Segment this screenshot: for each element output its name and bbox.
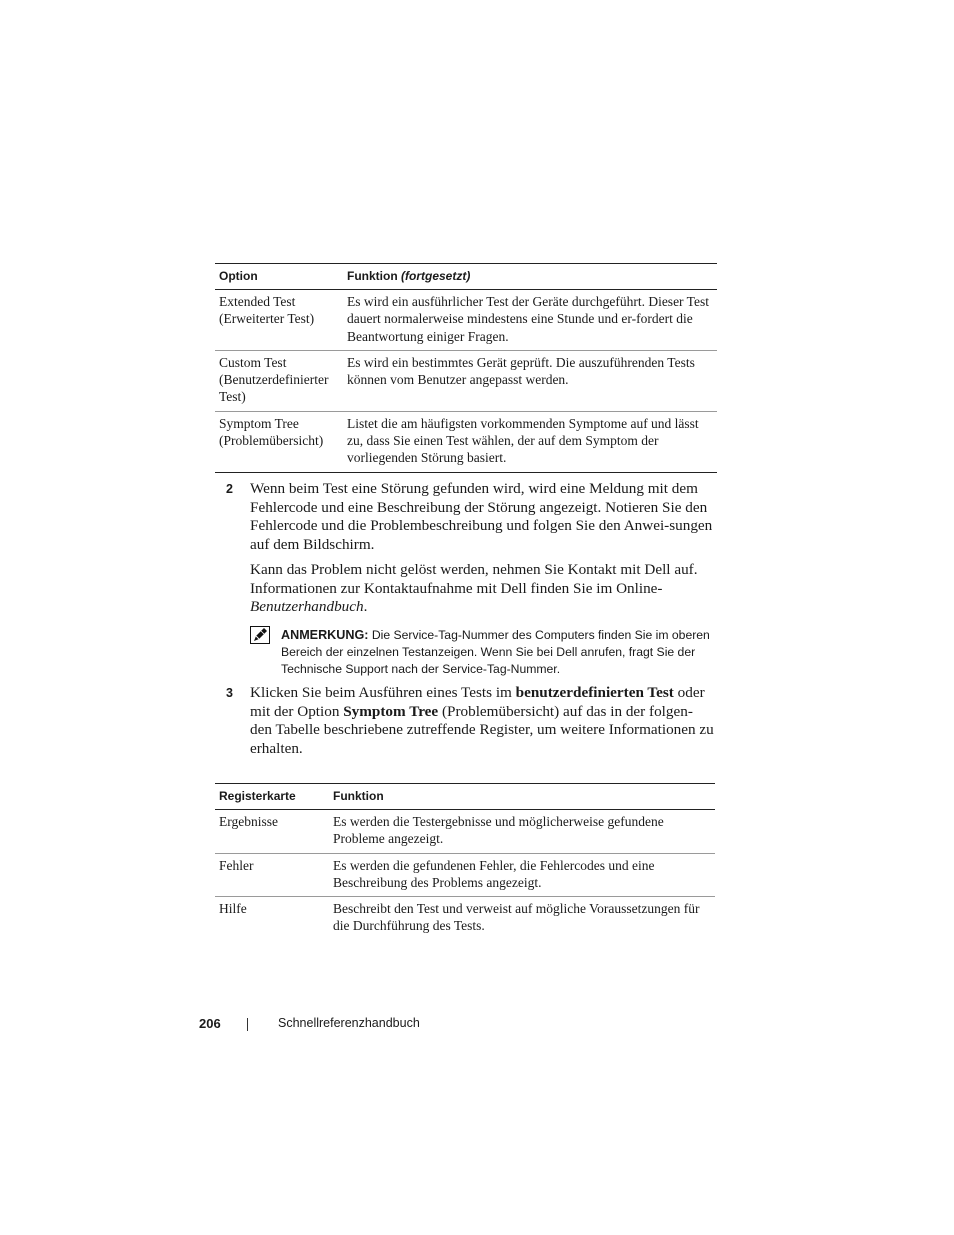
step-number: 3 — [226, 686, 233, 700]
step-3-text — [250, 684, 714, 759]
function-cell: Beschreibt den Test und verweist auf mögliche Voraussetzungen für die Durchführung des Tests. — [329, 897, 715, 940]
tab-cell: Hilfe — [215, 897, 329, 940]
option-cell: Custom Test (Benutzerdefinierter Test) — [215, 350, 343, 411]
table-row — [215, 411, 717, 472]
function-cell: Es werden die Testergebnisse und möglicherweise gefundene Probleme angezeigt. — [329, 810, 715, 854]
para2-text: Kann das Problem nicht gelöst werden, nehmen Sie Kontakt mit Dell auf. Informationen zur Kontaktaufnahme mit Dell finden Sie im Online- — [250, 561, 698, 597]
option-cell: Symptom Tree (Problemübersicht) — [215, 411, 343, 472]
header-tab: Registerkarte — [215, 784, 329, 810]
header-function: Funktion — [329, 784, 715, 810]
user-guide-title: Benutzerhandbuch — [250, 598, 364, 616]
tab-cell: Fehler — [215, 853, 329, 897]
function-cell: Listet die am häufigsten vorkommenden Symptome auf und lässt zu, dass Sie einen Test wählen, der auf dem Symptom der vorliegenden Störung basiert. — [343, 411, 717, 472]
footer-divider — [247, 1018, 248, 1031]
header-function — [343, 264, 717, 290]
function-cell: Es werden die gefundenen Fehler, die Fehlercodes und eine Beschreibung des Problems angezeigt. — [329, 853, 715, 897]
step-number: 2 — [226, 482, 233, 496]
function-cell: Es wird ein ausführlicher Test der Geräte durchgeführt. Dieser Test dauert normalerweise mindestens eine Stunde und er-fordert die Beantwortung einiger Fragen. — [343, 290, 717, 351]
step-3-text-c: (Problemübersicht) auf das in der folgen-den Tabelle beschriebene zutreffende Register, um weitere Informationen zu erhalten. — [250, 702, 714, 758]
symptom-tree-term: Symptom Tree — [343, 702, 439, 720]
tab-cell: Ergebnisse — [215, 810, 329, 854]
table-row — [215, 897, 715, 940]
custom-test-term: benutzerdefinierten Test — [515, 684, 674, 701]
option-cell: Extended Test (Erweiterter Test) — [215, 290, 343, 351]
note — [281, 627, 717, 679]
page-number: 206 — [199, 1016, 221, 1031]
tabs-table — [215, 783, 715, 940]
function-cell: Es wird ein bestimmtes Gerät geprüft. Die auszuführenden Tests können vom Benutzer angepasst werden. — [343, 350, 717, 411]
table-row — [215, 853, 715, 897]
table-header-row — [215, 264, 717, 290]
header-continued: (fortgesetzt) — [401, 269, 471, 283]
step-3-text-b: oder mit der Option — [250, 684, 705, 720]
note-label: ANMERKUNG: — [281, 628, 369, 642]
header-function-label: Funktion — [347, 269, 398, 283]
footer-title: Schnellreferenzhandbuch — [278, 1016, 420, 1030]
table-row — [215, 350, 717, 411]
options-table — [215, 263, 717, 473]
step-2-paragraph-2 — [250, 561, 714, 617]
header-option: Option — [215, 264, 343, 290]
step-3-text-a: Klicken Sie beim Ausführen eines Tests im — [250, 684, 516, 701]
table-row — [215, 810, 715, 854]
table-header-row — [215, 784, 715, 810]
para2-end: . — [363, 598, 368, 616]
note-pencil-icon — [250, 626, 270, 644]
step-2-text: Wenn beim Test eine Störung gefunden wird, wird eine Meldung mit dem Fehlercode und eine Beschreibung der Störung angezeigt. Notieren Sie den Fehlercode und die Problembeschreibung und folgen Sie den Anwei-sungen auf dem Bildschirm. — [250, 480, 713, 554]
note-text: Die Service-Tag-Nummer des Computers finden Sie im oberen Bereich der einzelnen Testanzeigen. Wenn Sie bei Dell anrufen, fragt Sie der Technische Support nach der Service-Tag-Nummer. — [281, 628, 710, 677]
table-row — [215, 290, 717, 351]
